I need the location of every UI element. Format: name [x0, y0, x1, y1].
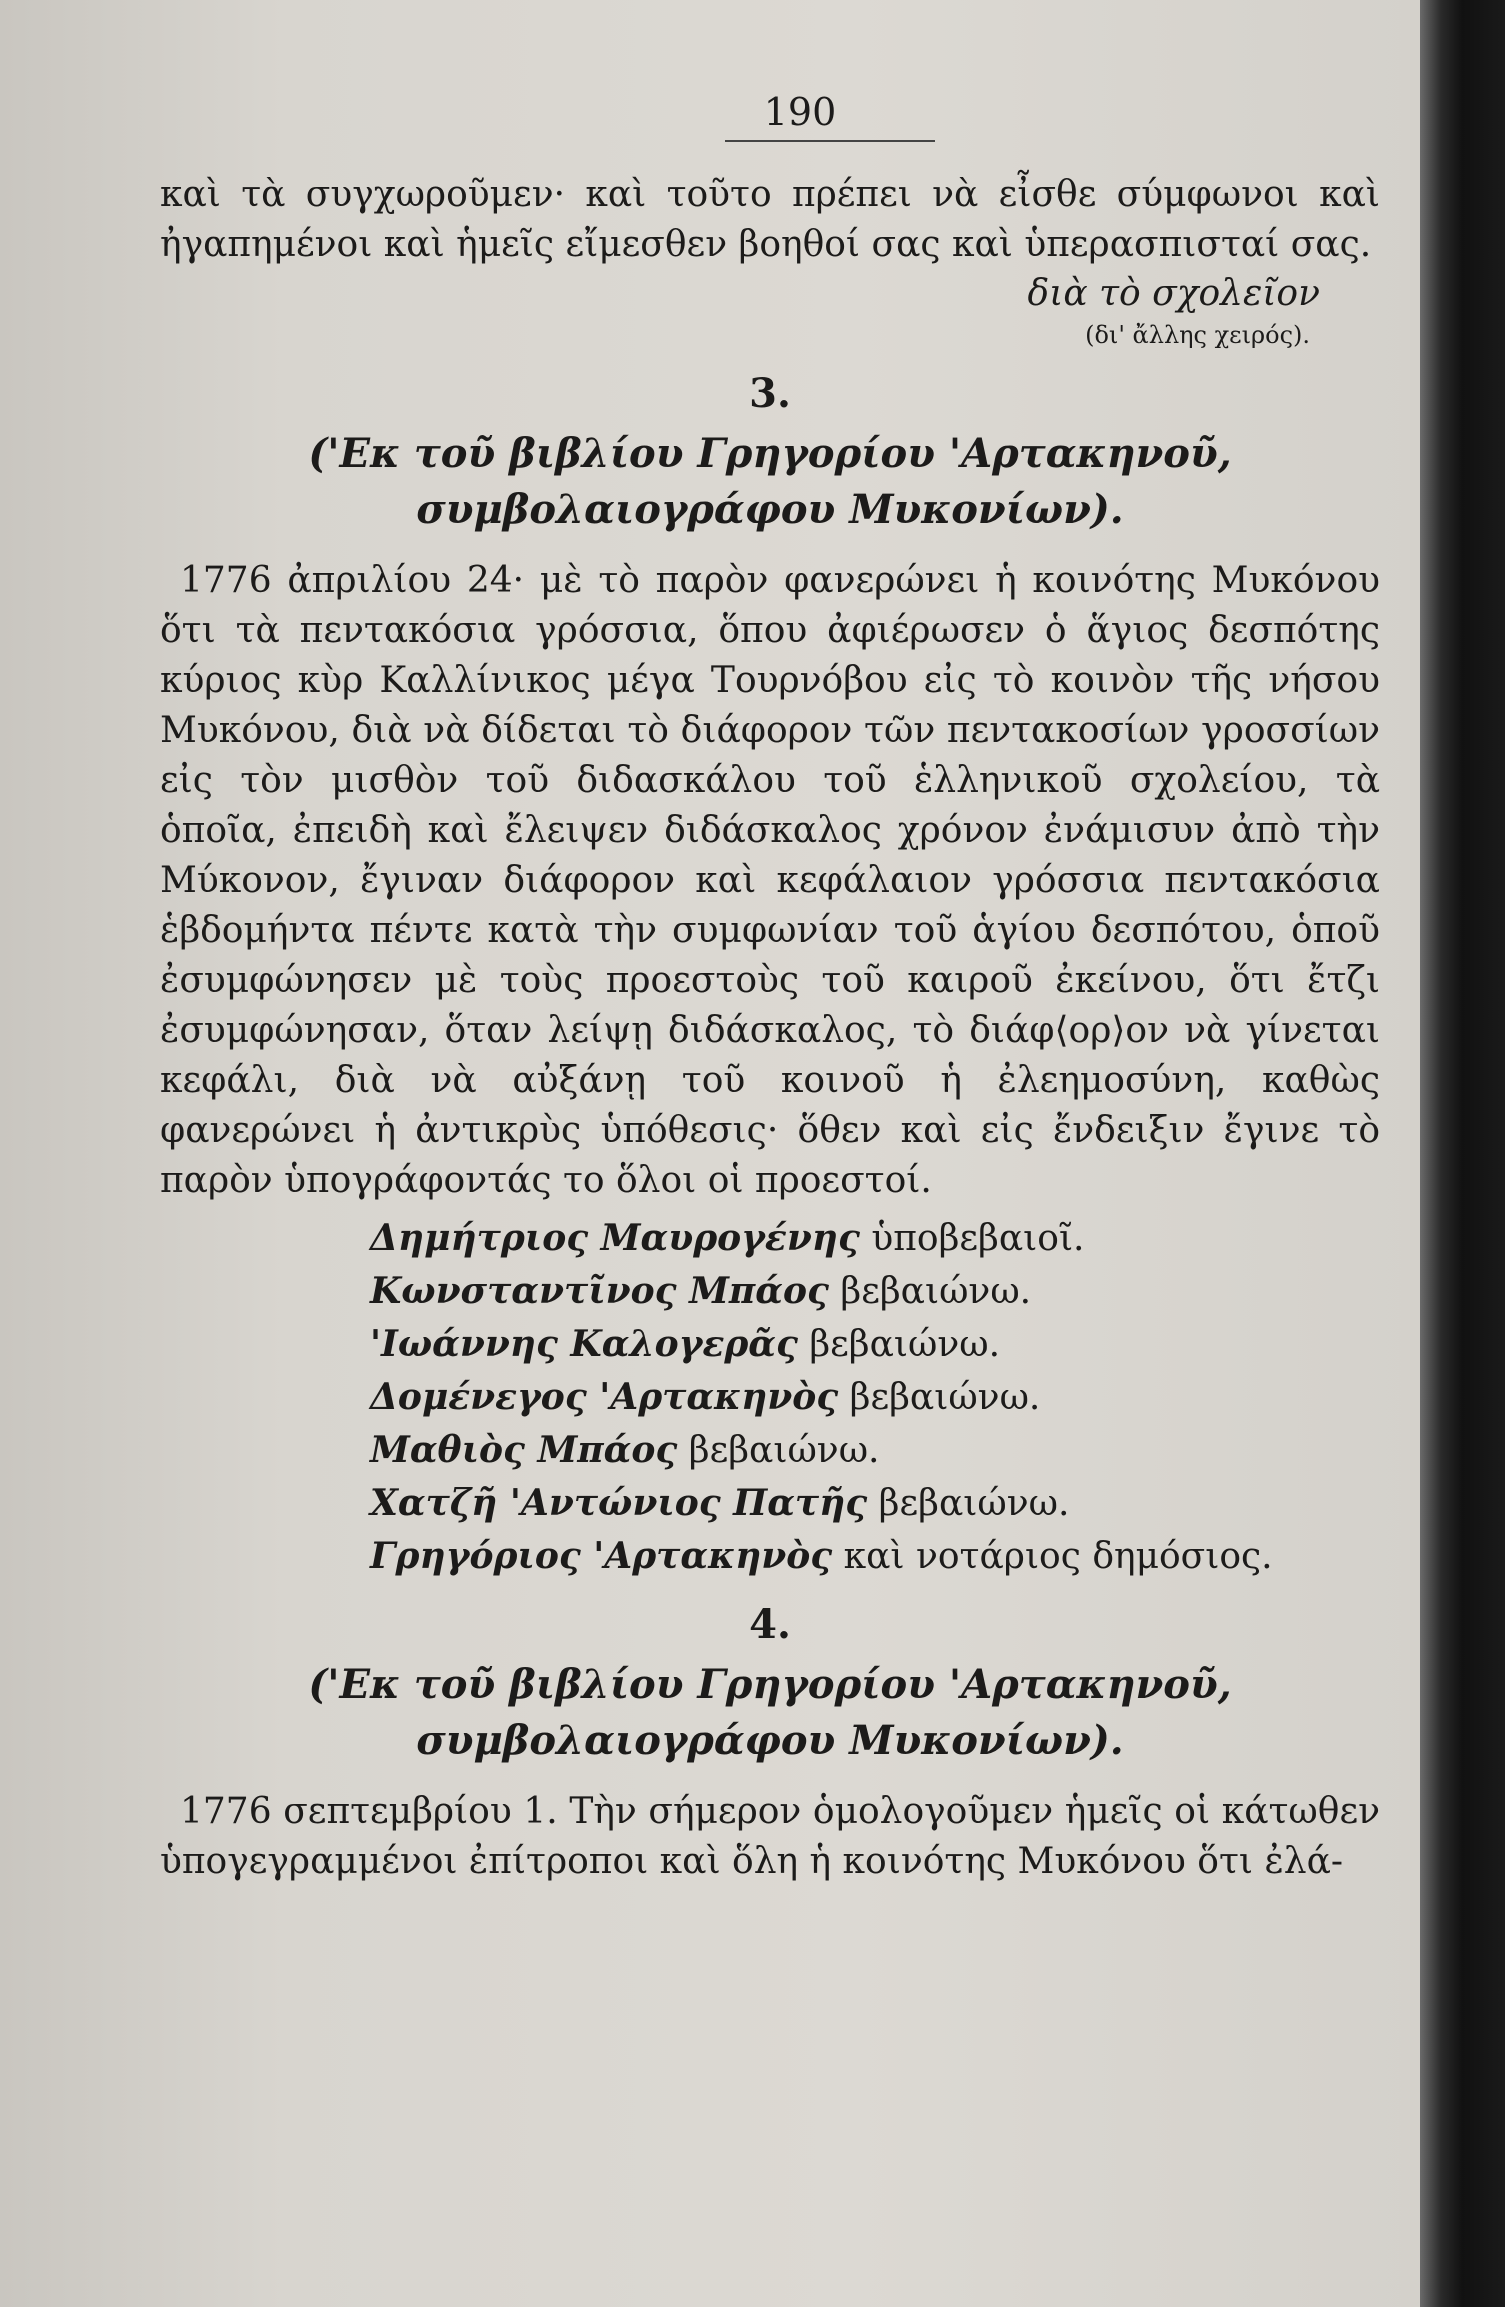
- page-text: [160, 90, 1380, 1887]
- signatory-name: Μαθιὸς Μπάος: [370, 1429, 678, 1471]
- page-number: 190: [763, 90, 837, 134]
- signature-line: [370, 1477, 1380, 1530]
- heading-line: συμβολαιογράφου Μυκονίων).: [416, 1717, 1124, 1764]
- signatory-name: Δημήτριος Μαυρογένης: [370, 1217, 860, 1259]
- heading-line: συμβολαιογράφου Μυκονίων).: [416, 486, 1124, 533]
- school-signature: διὰ τὸ σχολεῖον: [1027, 273, 1320, 314]
- section-heading: [160, 1657, 1380, 1769]
- signatory-role: βεβαιώνω.: [840, 1271, 1032, 1312]
- header-rule: [725, 140, 935, 142]
- section-4: [160, 1597, 1380, 1887]
- signatory-role: βεβαιώνω.: [849, 1377, 1041, 1418]
- heading-line: ('Εκ τοῦ βιβλίου Γρηγορίου 'Αρτακηνοῦ,: [308, 430, 1232, 477]
- signature-line: [370, 1424, 1380, 1477]
- signatory-role: βεβαιώνω.: [809, 1324, 1001, 1365]
- signatory-role: καὶ νοτάριος δημόσιος.: [843, 1536, 1273, 1577]
- signatory-role: βεβαιώνω.: [878, 1483, 1070, 1524]
- book-spine: [1420, 0, 1505, 2307]
- signatory-name: Γρηγόριος 'Αρτακηνὸς: [370, 1535, 833, 1577]
- section-number: 3.: [749, 370, 791, 417]
- continuation-paragraph: καὶ τὰ συγχωροῦμεν· καὶ τοῦτο πρέπει νὰ εἶσθε σύμφωνοι καὶ ἠγαπημένοι καὶ ἡμεῖς εἴμεσθεν βοηθοί σας καὶ ὑπερασπισταί σας.: [160, 174, 1380, 265]
- section-body: 1776 ἀπριλίου 24· μὲ τὸ παρὸν φανερώνει ἡ κοινότης Μυκόνου ὅτι τὰ πεντακόσια γρόσσια, ὅπου ἀφιέρωσεν ὁ ἅγιος δεσπότης κύριος κὺρ Καλλίνικος μέγα Τουρνόβου εἰς τὸ κοινὸν τῆς νήσου Μυκόνου, διὰ νὰ δίδεται τὸ διάφορον τῶν πεντακοσίων γροσσίων εἰς τὸν μισθὸν τοῦ διδασκάλου τοῦ ἑλληνικοῦ σχολείου, τὰ ὁποῖα, ἐπειδὴ καὶ ἔλειψεν διδάσκαλος χρόνον ἐνάμισυν ἀπὸ τὴν Μύκονον, ἔγιναν διάφορον καὶ κεφάλαιον γρόσσια πεντακόσια ἑβδομήντα πέντε κατὰ τὴν συμφωνίαν τοῦ ἁγίου δεσπότου, ὁποῦ ἐσυμφώνησεν μὲ τοὺς προεστοὺς τοῦ καιροῦ ἐκείνου, ὅτι ἔτζι ἐσυμφώνησαν, ὅταν λείψῃ διδάσκαλος, τὸ διάφ⟨ορ⟩ον νὰ γίνεται κεφάλι, διὰ νὰ αὐξάνῃ τοῦ κοινοῦ ἡ ἐλεημοσύνη, καθὼς φανερώνει ἡ ἀντικρὺς ὑπόθεσις· ὅθεν καὶ εἰς ἔνδειξιν ἔγινε τὸ παρὸν ὑπογράφοντάς το ὅλοι οἱ προεστοί.: [160, 560, 1380, 1201]
- signature-note: (δι' ἄλλης χειρός).: [1085, 321, 1310, 349]
- heading-line: ('Εκ τοῦ βιβλίου Γρηγορίου 'Αρτακηνοῦ,: [308, 1661, 1232, 1708]
- signature-line: [370, 1371, 1380, 1424]
- section-heading: [160, 426, 1380, 538]
- signature-line: [370, 1318, 1380, 1371]
- section-number: 4.: [749, 1601, 791, 1648]
- section-3: [160, 366, 1380, 1583]
- signatory-name: Κωνσταντῖνος Μπάος: [370, 1270, 829, 1312]
- signature-line: [370, 1265, 1380, 1318]
- signatory-name: Χατζῆ 'Αντώνιος Πατῆς: [370, 1482, 868, 1524]
- signature-list: [370, 1212, 1380, 1583]
- section-body: 1776 σεπτεμβρίου 1. Τὴν σήμερον ὁμολογοῦμεν ἡμεῖς οἱ κάτωθεν ὑπογεγραμμένοι ἐπίτροποι καὶ ὅλη ἡ κοινότης Μυκόνου ὅτι ἐλά-: [160, 1791, 1380, 1882]
- signatory-role: βεβαιώνω.: [688, 1430, 880, 1471]
- signatory-name: Δομένεγος 'Αρτακηνὸς: [370, 1376, 839, 1418]
- signatory-name: 'Ιωάννης Καλογερᾶς: [370, 1323, 798, 1365]
- signature-line: [370, 1530, 1380, 1583]
- signatory-role: ὑποβεβαιοῖ.: [871, 1218, 1085, 1259]
- signature-line: [370, 1212, 1380, 1265]
